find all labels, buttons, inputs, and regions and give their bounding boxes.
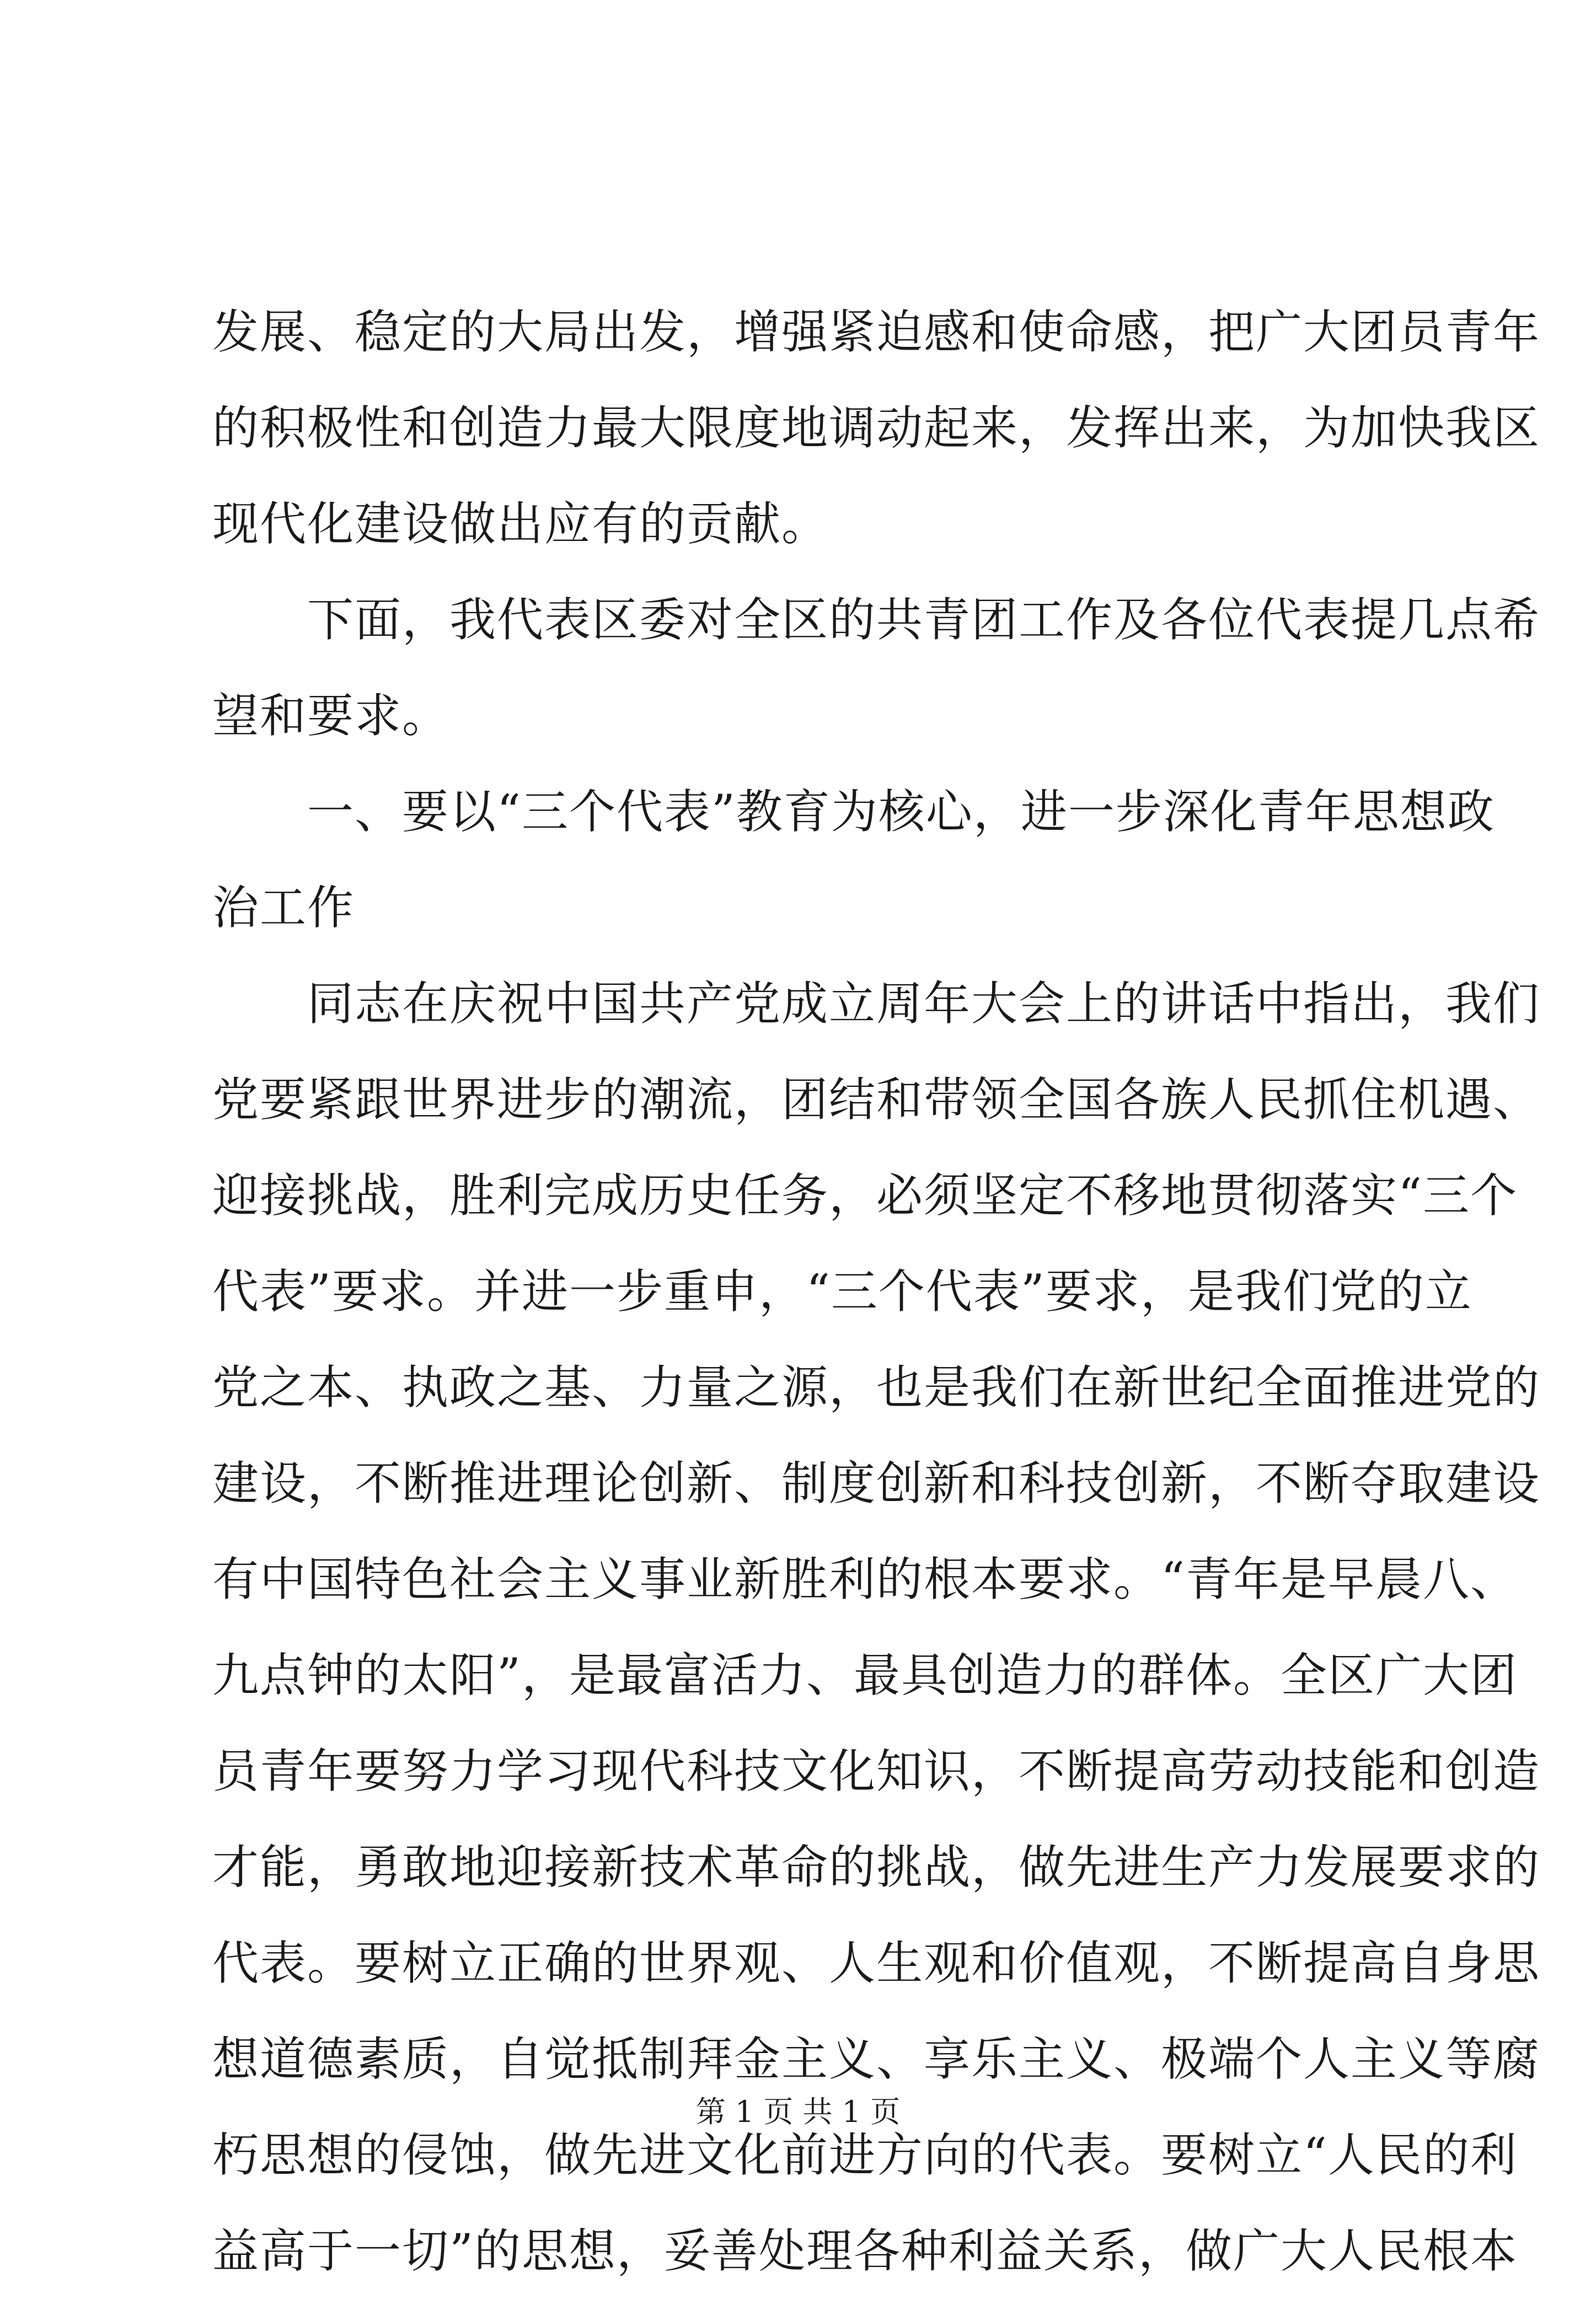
text-line: 代表。要树立正确的世界观、人生观和价值观，不断提高自身思: [212, 1936, 1541, 1990]
text-line: 建设，不断推进理论创新、制度创新和科技创新，不断夺取建设: [212, 1456, 1541, 1510]
text-line: 下面，我代表区委对全区的共青团工作及各位代表提几点希: [212, 593, 1541, 647]
text-line: 现代化建设做出应有的贡献。: [212, 497, 829, 551]
text-line: 想道德素质，自觉抵制拜金主义、享乐主义、极端个人主义等腐: [212, 2032, 1541, 2086]
page-footer: [0, 2090, 1596, 2134]
body-text: [212, 284, 1541, 2299]
text-line: 发展、稳定的大局出发，增强紧迫感和使命感，把广大团员青年: [212, 305, 1541, 359]
text-line: 九点钟的太阳”，是最富活力、最具创造力的群体。全区广大团: [212, 1648, 1518, 1702]
text-line: 才能，勇敢地迎接新技术革命的挑战，做先进生产力发展要求的: [212, 1840, 1541, 1894]
text-line: 益高于一切”的思想，妥善处理各种利益关系，做广大人民根本: [212, 2224, 1518, 2278]
text-line: 党之本、执政之基、力量之源，也是我们在新世纪全面推进党的: [212, 1360, 1541, 1414]
section-heading-line: 一、要以“三个代表”教育为核心，进一步深化青年思想政: [212, 785, 1495, 839]
text-line: 的积极性和创造力最大限度地调动起来，发挥出来，为加快我区: [212, 401, 1541, 455]
text-line: 迎接挑战，胜利完成历史任务，必须坚定不移地贯彻落实“三个: [212, 1169, 1518, 1223]
text-line: 代表”要求。并进一步重申，“三个代表”要求，是我们党的立: [212, 1264, 1472, 1319]
text-line: 同志在庆祝中国共产党成立周年大会上的讲话中指出，我们: [212, 977, 1541, 1031]
text-line: 朽思想的侵蚀，做先进文化前进方向的代表。要树立“人民的利: [212, 2128, 1518, 2182]
text-line: 党要紧跟世界进步的潮流，团结和带领全国各族人民抓住机遇、: [212, 1073, 1541, 1127]
section-heading-line: 治工作: [212, 881, 355, 935]
text-line: 有中国特色社会主义事业新胜利的根本要求。“青年是早晨八、: [212, 1552, 1518, 1606]
text-line: 望和要求。: [212, 689, 450, 743]
page-number: 第 1 页 共 1 页: [695, 2094, 901, 2129]
text-line: 员青年要努力学习现代科技文化知识，不断提高劳动技能和创造: [212, 1744, 1541, 1798]
